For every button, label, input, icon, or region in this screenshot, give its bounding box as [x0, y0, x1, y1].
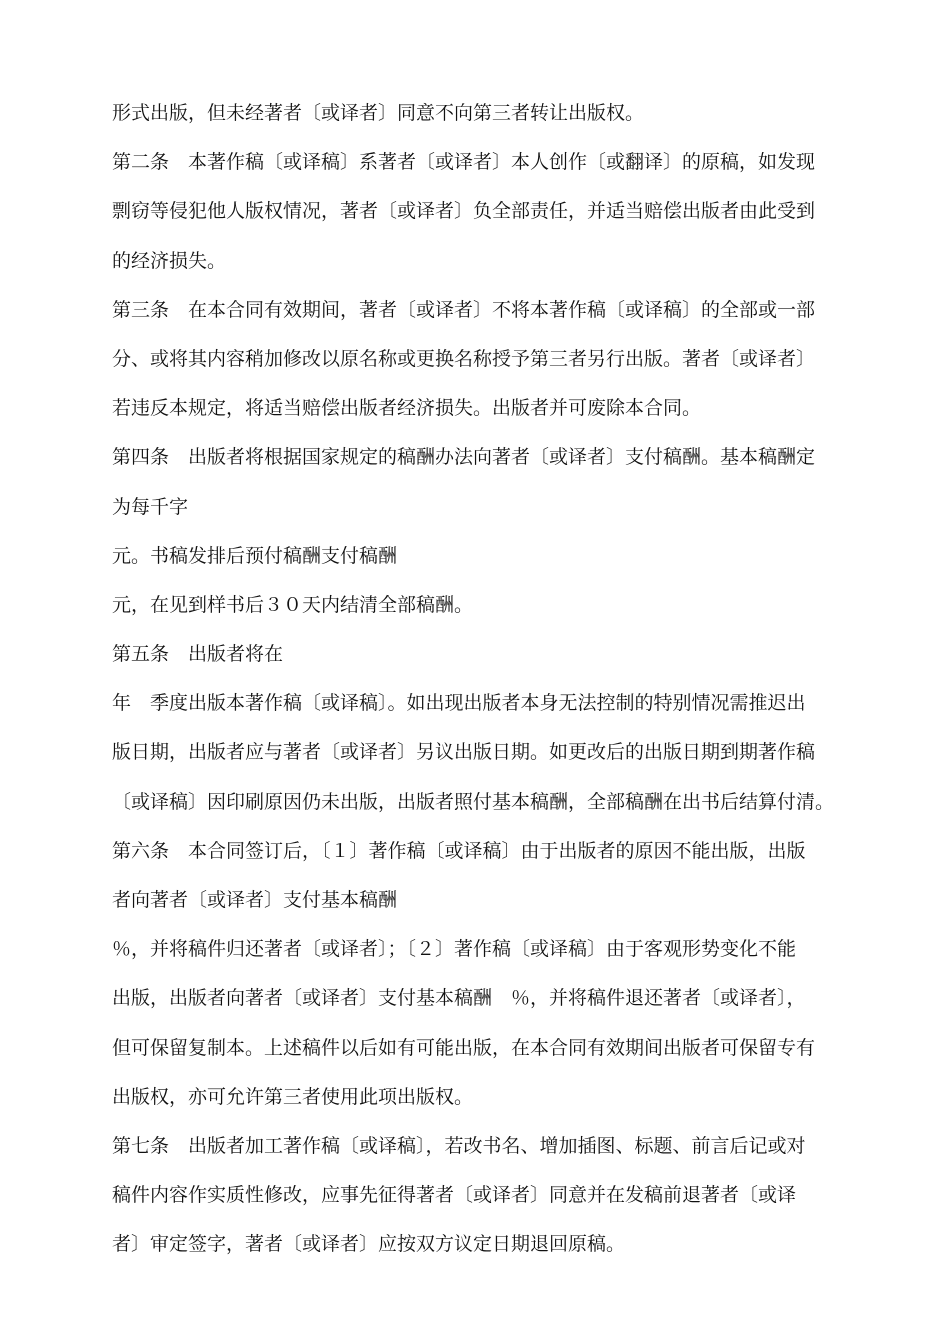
text-line: 第四条 出版者将根据国家规定的稿酬办法向著者〔或译者〕支付稿酬。基本稿酬定: [112, 446, 816, 469]
text-line: 形式出版，但未经著者〔或译者〕同意不向第三者转让出版权。: [112, 102, 645, 124]
text-line: 第五条 出版者将在: [112, 643, 284, 666]
text-line: 第六条 本合同签订后，〔１〕著作稿〔或译稿〕由于出版者的原因不能出版，出版: [112, 839, 806, 862]
text-line: 第二条 本著作稿〔或译稿〕系著者〔或译者〕本人创作〔或翻译〕的原稿，如发现: [112, 151, 816, 174]
text-line: 若违反本规定，将适当赔偿出版者经济损失。出版者并可废除本合同。: [112, 397, 702, 420]
text-line: ％，并将稿件归还著者〔或译者〕；〔２〕著作稿〔或译稿〕由于客观形势变化不能: [112, 938, 797, 961]
text-line: 版日期，出版者应与著者〔或译者〕另议出版日期。如更改后的出版日期到期著作稿: [112, 741, 816, 764]
text-line: 者向著者〔或译者〕支付基本稿酬: [112, 889, 398, 911]
text-line: 元，在见到样书后３０天内结清全部稿酬。: [112, 593, 474, 616]
text-line: 者〕审定签字，著者〔或译者〕应按双方议定日期退回原稿。: [112, 1233, 626, 1256]
text-line: 年 季度出版本著作稿〔或译稿〕。如出现出版者本身无法控制的特别情况需推迟出: [112, 692, 806, 715]
text-line: 出版，出版者向著者〔或译者〕支付基本稿酬 ％，并将稿件退还著者〔或译者〕，: [112, 987, 806, 1010]
text-line: 为每千字: [112, 495, 189, 518]
text-line: 剽窃等侵犯他人版权情况，著者〔或译者〕负全部责任，并适当赔偿出版者由此受到: [112, 200, 816, 223]
text-line: 第七条 出版者加工著作稿〔或译稿〕，若改书名、增加插图、标题、前言后记或对: [112, 1134, 806, 1157]
text-line: 的经济损失。: [112, 249, 227, 272]
text-line: 分、或将其内容稍加修改以原名称或更换名称授予第三者另行出版。著者〔或译者〕: [112, 347, 816, 370]
text-line: 〔或译稿〕因印刷原因仍未出版，出版者照付基本稿酬，全部稿酬在出书后结算付清。: [112, 790, 835, 813]
text-line: 稿件内容作实质性修改，应事先征得著者〔或译者〕同意并在发稿前退著者〔或译: [112, 1184, 797, 1207]
text-line: 出版权，亦可允许第三者使用此项出版权。: [112, 1085, 474, 1108]
text-line: 第三条 在本合同有效期间，著者〔或译者〕不将本著作稿〔或译稿〕的全部或一部: [112, 298, 816, 321]
text-line: 元。书稿发排后预付稿酬支付稿酬: [112, 544, 398, 567]
text-line: 但可保留复制本。上述稿件以后如有可能出版，在本合同有效期间出版者可保留专有: [112, 1036, 816, 1059]
